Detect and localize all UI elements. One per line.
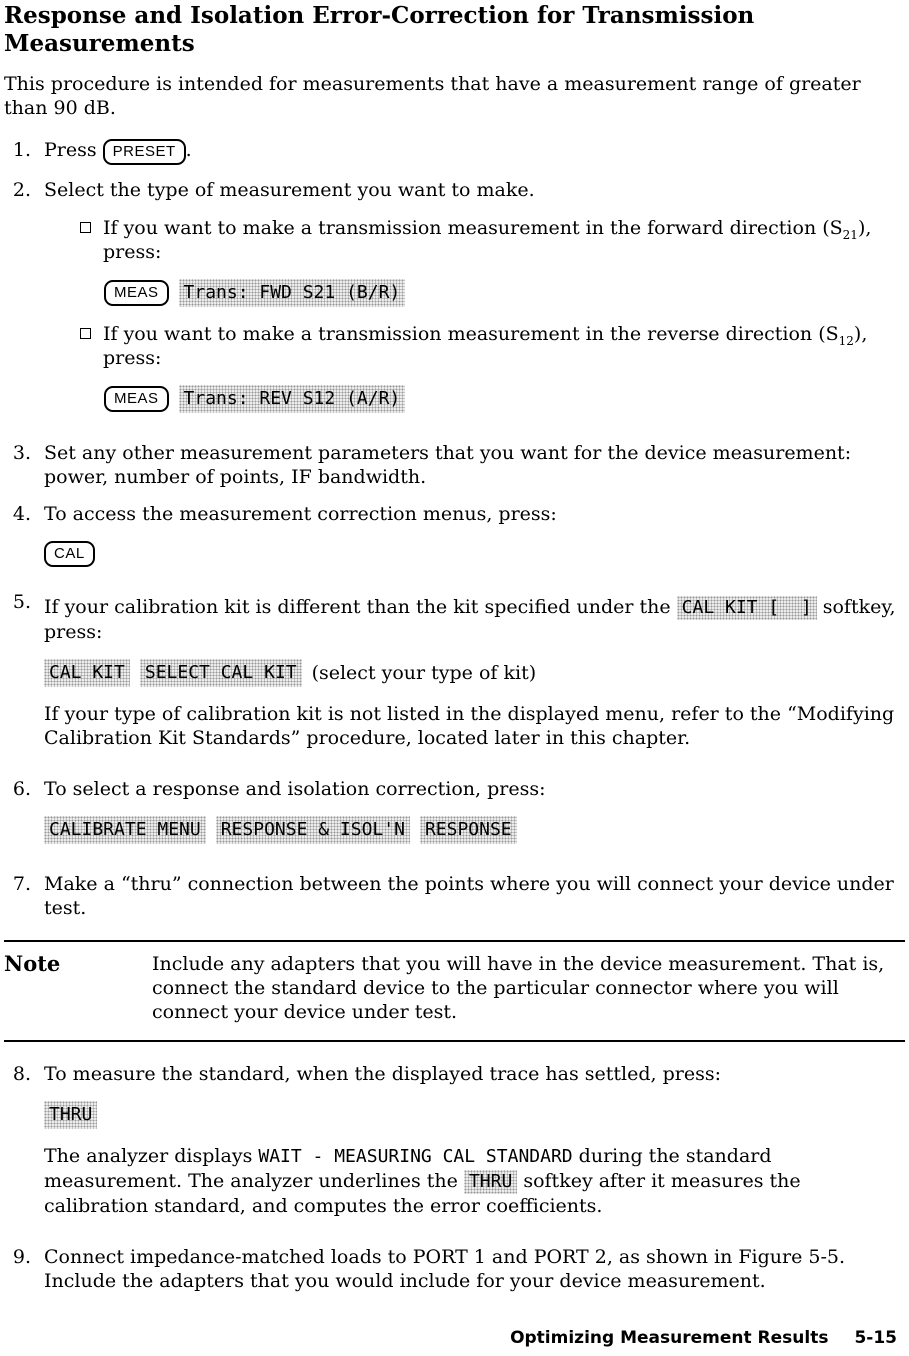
- step-text: To access the measurement correction menus, press:: [44, 503, 557, 525]
- softkey-trans-fwd-s21: Trans: FWD S21 (B/R): [179, 279, 406, 307]
- step-number: 3.: [12, 442, 31, 464]
- meas-keycap: MEAS: [104, 280, 169, 306]
- forward-key-sequence: [104, 279, 905, 307]
- step-5: [4, 591, 905, 764]
- subscript: 12: [838, 333, 854, 348]
- cal-key-sequence: [44, 541, 905, 567]
- step-3: [4, 441, 905, 489]
- softkey-calibrate-menu: CALIBRATE MENU: [44, 816, 206, 844]
- step-9: [4, 1245, 905, 1293]
- checkbox-icon: [80, 222, 91, 233]
- forward-option: [80, 216, 905, 264]
- step-text: To measure the standard, when the displayed trace has settled, press:: [44, 1063, 721, 1085]
- subscript: 21: [842, 227, 858, 242]
- step-text: To select a response and isolation correction, press:: [44, 778, 546, 800]
- step-1: [4, 138, 905, 165]
- preset-keycap: PRESET: [103, 139, 186, 165]
- footer-page-number: 5-15: [854, 1328, 897, 1348]
- step-number: 1.: [12, 139, 31, 161]
- note-label: Note: [4, 951, 61, 976]
- softkey-cal-kit-bracket: CAL KIT [ ]: [677, 596, 817, 620]
- step-4: [4, 502, 905, 582]
- note-text: Include any adapters that you will have in the device measurement. That is, connect the standard device to the particular connector where you will connect your device under test.: [152, 953, 885, 1023]
- reverse-option: [80, 322, 905, 370]
- softkey-response-isoln: RESPONSE & ISOL'N: [216, 816, 410, 844]
- step-text: Select the type of measurement you want to make.: [44, 179, 535, 201]
- step-number: 2.: [12, 179, 31, 201]
- softkey-thru-inline: THRU: [464, 1170, 517, 1194]
- step-text: Press: [44, 139, 103, 161]
- note-box: [4, 940, 905, 1042]
- softkey-cal-kit: CAL KIT: [44, 659, 130, 687]
- thru-key-sequence: [44, 1101, 905, 1129]
- status-message-text: WAIT - MEASURING CAL STANDARD: [258, 1146, 573, 1167]
- step-number: 5.: [12, 591, 31, 613]
- bullet-text: If you want to make a transmission measurement in the forward direction $(S_{21})$, press:: [103, 217, 872, 263]
- softkey-response: RESPONSE: [420, 816, 517, 844]
- step-8: [4, 1062, 905, 1232]
- step-number: 7.: [12, 873, 31, 895]
- key-sequence-note: (select your type of kit): [311, 662, 537, 684]
- step-text: If your calibration kit is different than the kit specified under the CAL KIT [ ] softkey, press:: [44, 596, 896, 643]
- page-title: Response and Isolation Error-Correction for Transmission Measurements: [4, 2, 755, 57]
- intro-paragraph: This procedure is intended for measurements that have a measurement range of greater than 90 dB.: [4, 73, 861, 119]
- step-paragraph: The analyzer displays WAIT - MEASURING CAL STANDARD during the standard measurement. The analyzer underlines the THRU softkey after it measures the calibration standard, and computes the error coefficients.: [44, 1145, 801, 1217]
- meas-keycap: MEAS: [104, 386, 169, 412]
- softkey-select-cal-kit: SELECT CAL KIT: [140, 659, 302, 687]
- step-text: Connect impedance-matched loads to PORT 1 and PORT 2, as shown in Figure 5-5. Include the adapters that you would include for your device measurement.: [44, 1246, 846, 1292]
- step-number: 6.: [12, 778, 31, 800]
- step-number: 9.: [12, 1246, 31, 1268]
- step-2: [4, 178, 905, 428]
- step-7: [4, 872, 905, 920]
- reverse-key-sequence: [104, 385, 905, 413]
- bullet-text: If you want to make a transmission measurement in the reverse direction $(S_{12})$, press:: [103, 323, 868, 369]
- step-6: [4, 777, 905, 859]
- step-paragraph: If your type of calibration kit is not listed in the displayed menu, refer to the “Modifying Calibration Kit Standards” procedure, located later in this chapter.: [44, 703, 895, 749]
- step-number: 8.: [12, 1063, 31, 1085]
- step-number: 4.: [12, 503, 31, 525]
- footer-section-title: Optimizing Measurement Results: [510, 1328, 829, 1348]
- calibrate-key-sequence: [44, 816, 905, 844]
- step-text: Make a “thru” connection between the points where you will connect your device under test.: [44, 873, 894, 919]
- cal-kit-key-sequence: [44, 659, 905, 687]
- softkey-thru: THRU: [44, 1101, 97, 1129]
- softkey-trans-rev-s12: Trans: REV S12 (A/R): [179, 385, 406, 413]
- checkbox-icon: [80, 328, 91, 339]
- cal-keycap: CAL: [44, 541, 95, 567]
- step-text: Set any other measurement parameters that you want for the device measurement: power, number of points, IF bandwidth.: [44, 442, 852, 488]
- step-text: .: [185, 139, 192, 161]
- page-footer: [510, 1326, 897, 1350]
